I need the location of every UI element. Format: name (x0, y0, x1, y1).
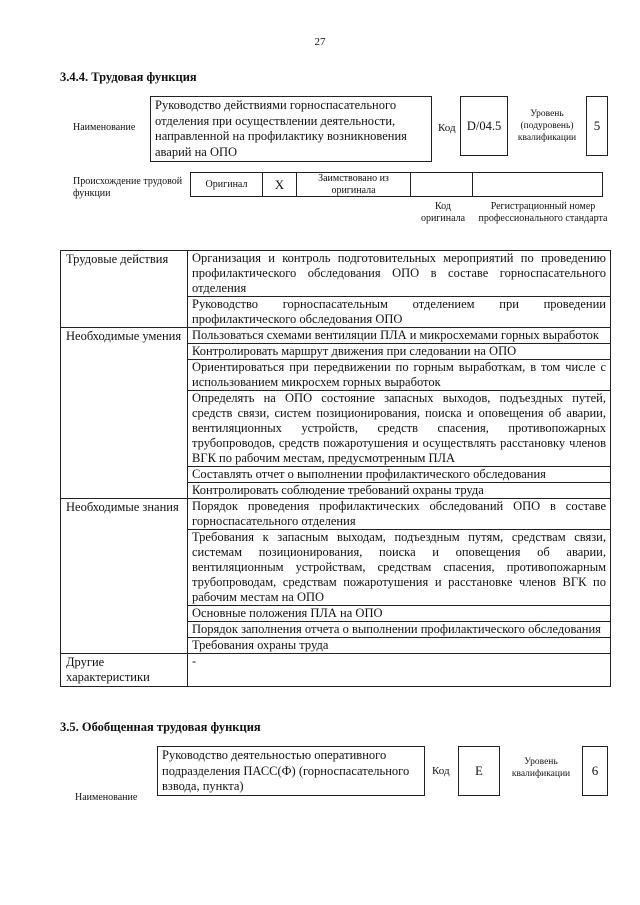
origin-table (190, 172, 603, 197)
skills-header: Необходимые умения (61, 328, 188, 499)
skill-item: Пользоваться схемами вентиляции ПЛА и микросхемами горных выработок (188, 328, 611, 344)
code-label-35: Код (432, 765, 450, 777)
original-mark: X (263, 173, 297, 197)
skill-item: Контролировать соблюдение требований охраны труда (188, 483, 611, 499)
code-box: D/04.5 (460, 96, 508, 156)
skill-item: Определять на ОПО состояние запасных выходов, подъездных путей, средств связи, систем позиционирования, поиска и оповещения об аварии, вентиляционных устройств, средств спасения, противопожарных трубопроводов, средств пожаротушения и осуществлять расстановку членов ВГК по рабочим местам, предусмотренным ПЛА (188, 391, 611, 467)
other-value: - (188, 654, 611, 687)
knowledge-item: Порядок проведения профилактических обследований ОПО в составе горноспасательного отделения (188, 499, 611, 530)
section-title-35: 3.5. Обобщенная трудовая функция (60, 720, 261, 734)
knowledge-item: Требования охраны труда (188, 638, 611, 654)
knowledge-item: Требования к запасным выходам, подъездным путям, средствам связи, системам позиционирования, поиска и оповещения об аварии, вентиляционным устройствам, средствам спасения, противопожарным трубопроводам, средствам пожаротушения и расстановке членов ВГК по рабочим местам на ОПО (188, 530, 611, 606)
code-label: Код (438, 122, 456, 134)
knowledge-header: Необходимые знания (61, 499, 188, 654)
origin-label: Происхождение трудовой функции (73, 176, 183, 199)
reg-number-label: Регистрационный номер профессионального стандарта (478, 201, 608, 224)
level-box-35: 6 (582, 746, 608, 796)
reg-number-cell (473, 173, 603, 197)
skill-item: Контролировать маршрут движения при следовании на ОПО (188, 344, 611, 360)
generalized-function-name-box: Руководство деятельностью оперативного подразделения ПАСС(Ф) (горноспасательного взвода, пункта) (157, 746, 425, 796)
other-header: Другие характеристики (61, 654, 188, 687)
code-original-cell (411, 173, 473, 197)
level-box: 5 (586, 96, 608, 156)
section-title-344: 3.4.4. Трудовая функция (60, 70, 197, 84)
page-number: 27 (314, 36, 326, 48)
level-label: Уровень (подуровень) квалификации (517, 109, 577, 143)
action-item: Руководство горноспасательным отделением при проведении профилактического обследования ОПО (188, 297, 611, 328)
knowledge-item: Порядок заполнения отчета о выполнении профилактического обследования (188, 622, 611, 638)
code-original-label: Код оригинала (420, 201, 466, 224)
function-table (60, 250, 611, 687)
level-label-35: Уровень квалификации (511, 757, 571, 779)
skill-item: Составлять отчет о выполнении профилактического обследования (188, 467, 611, 483)
actions-header: Трудовые действия (61, 251, 188, 328)
code-box-35: E (458, 746, 500, 796)
action-item: Организация и контроль подготовительных мероприятий по проведению профилактического обследования ОПО в составе горноспасательного отделения (188, 251, 611, 297)
name-label-35: Наименование (75, 792, 138, 803)
skill-item: Ориентироваться при передвижении по горным выработкам, в том числе с использованием микросхем горных выработок (188, 360, 611, 391)
function-name-box: Руководство действиями горноспасательного отделения при осуществлении деятельности, направленной на профилактику возникновения аварий на ОПО (150, 96, 432, 162)
name-label: Наименование (73, 122, 136, 133)
borrowed-label: Заимствовано из оригинала (297, 173, 411, 197)
knowledge-item: Основные положения ПЛА на ОПО (188, 606, 611, 622)
original-label: Оригинал (191, 173, 263, 197)
